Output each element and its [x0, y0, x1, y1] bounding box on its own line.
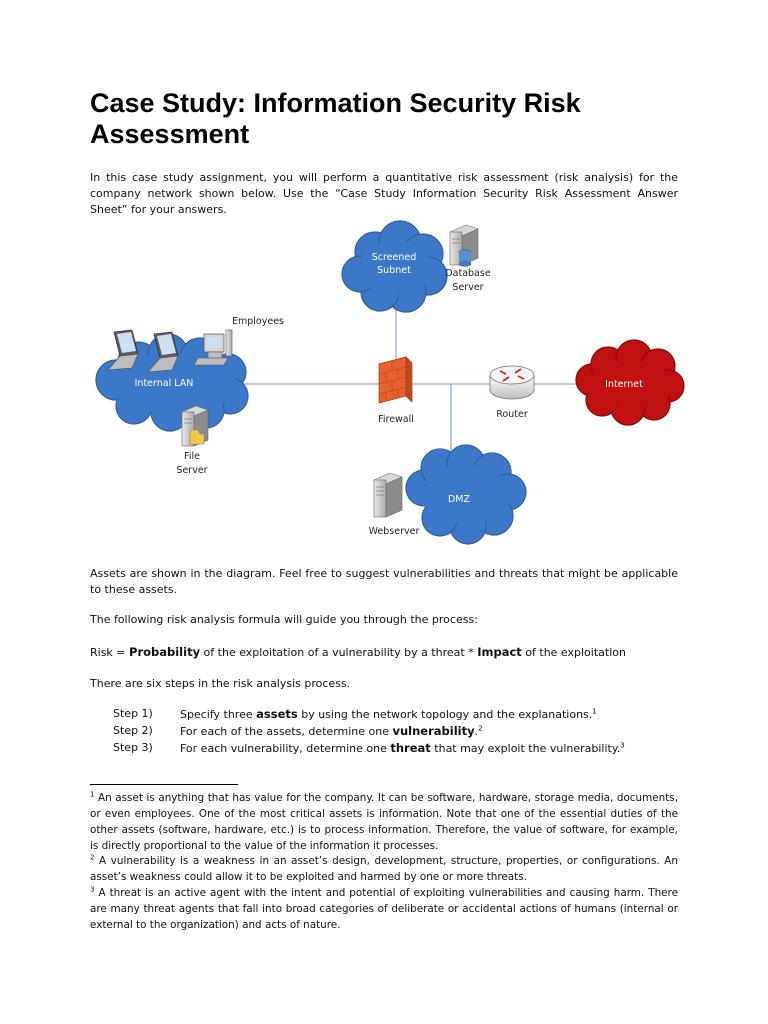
- risk-formula: [90, 644, 678, 661]
- footnote-separator: [90, 784, 238, 785]
- step-number: Step 2): [113, 724, 153, 737]
- step-number: Step 3): [113, 741, 153, 754]
- intro-paragraph: In this case study assignment, you will perform a quantitative risk assessment (risk analysis) for the company network shown below. Use the “Case Study Information Security Risk Assessment Answer Sheet” for your answers.: [90, 171, 678, 216]
- router-label: Router: [496, 409, 528, 420]
- steps-list: [113, 706, 693, 757]
- formula-intro: The following risk analysis formula will guide you through the process:: [90, 613, 478, 626]
- database-server-label-1: Database: [445, 268, 491, 279]
- dmz-cloud: [406, 445, 526, 544]
- internet-cloud: [576, 340, 684, 425]
- step-item: [113, 723, 693, 740]
- screened-subnet-label-1: Screened: [371, 252, 417, 263]
- footnote-ref: 3: [620, 741, 625, 750]
- database-server-icon: [450, 225, 478, 266]
- footnote-ref: 1: [592, 707, 597, 716]
- router-icon: [490, 366, 534, 399]
- internal-lan-label: Internal LAN: [134, 378, 194, 389]
- employees-label: Employees: [232, 316, 284, 327]
- step-text: For each vulnerability, determine one threat that may exploit the vulnerability.$^3$: [180, 741, 625, 755]
- dmz-label: DMZ: [447, 494, 471, 505]
- step-number: Step 1): [113, 707, 153, 720]
- firewall-label: Firewall: [378, 414, 414, 425]
- database-server-label-2: Server: [452, 282, 484, 293]
- formula-middle: of the exploitation of a vulnerability by a threat *: [200, 646, 478, 659]
- file-server-label-1: File: [184, 451, 200, 462]
- screened-subnet-label-2: Subnet: [377, 265, 411, 276]
- formula-prefix: Risk =: [90, 646, 130, 659]
- step-item: [113, 740, 693, 757]
- webserver-icon: [374, 473, 402, 517]
- webserver-label: Webserver: [368, 526, 420, 537]
- document-title: Case Study: Information Security Risk Assessment: [90, 88, 581, 149]
- file-server-icon: [182, 406, 208, 446]
- assets-paragraph: Assets are shown in the diagram. Feel free to suggest vulnerabilities and threats that might be applicable to these assets.: [90, 567, 678, 596]
- internet-label: Internet: [605, 379, 643, 390]
- step-text: For each of the assets, determine one vulnerability.$^2$: [180, 724, 483, 738]
- steps-intro: There are six steps in the risk analysis process.: [90, 677, 351, 690]
- footnote-3: $^3$ A threat is an active agent with the intent and potential of exploiting vulnerabilities and causing harm. There are many threat agents that fall into broad categories of deliberate or accidental actions of humans (internal or external to the organization) and acts of nature.: [90, 885, 678, 931]
- step-text: Specify three assets by using the network topology and the explanations.$^1$: [180, 707, 597, 721]
- file-server-label-2: Server: [176, 465, 208, 476]
- formula-suffix: of the exploitation: [521, 646, 626, 659]
- step-item: [113, 706, 693, 723]
- screened-subnet-cloud: [342, 221, 447, 312]
- firewall-icon: [379, 357, 412, 403]
- network-diagram: [88, 212, 688, 552]
- formula-impact: Impact: [477, 645, 522, 659]
- footnote-ref: 2: [478, 724, 483, 733]
- formula-probability: Probability: [129, 645, 201, 659]
- footnote-1: $^1$ An asset is anything that has value for the company. It can be software, hardware, storage media, documents, or even employees. One of the most critical assets is information. Note that one of the essential duties of the other assets (software, hardware, etc.) is to process information. Therefore, the value of software, for example, is directly proportional to the value of the information it processes.: [90, 790, 678, 852]
- footnote-2: $^2$ A vulnerability is a weakness in an asset’s design, development, structure, properties, or configurations. An asset’s weakness could allow it to be exploited and harmed by one or more threats.: [90, 853, 678, 883]
